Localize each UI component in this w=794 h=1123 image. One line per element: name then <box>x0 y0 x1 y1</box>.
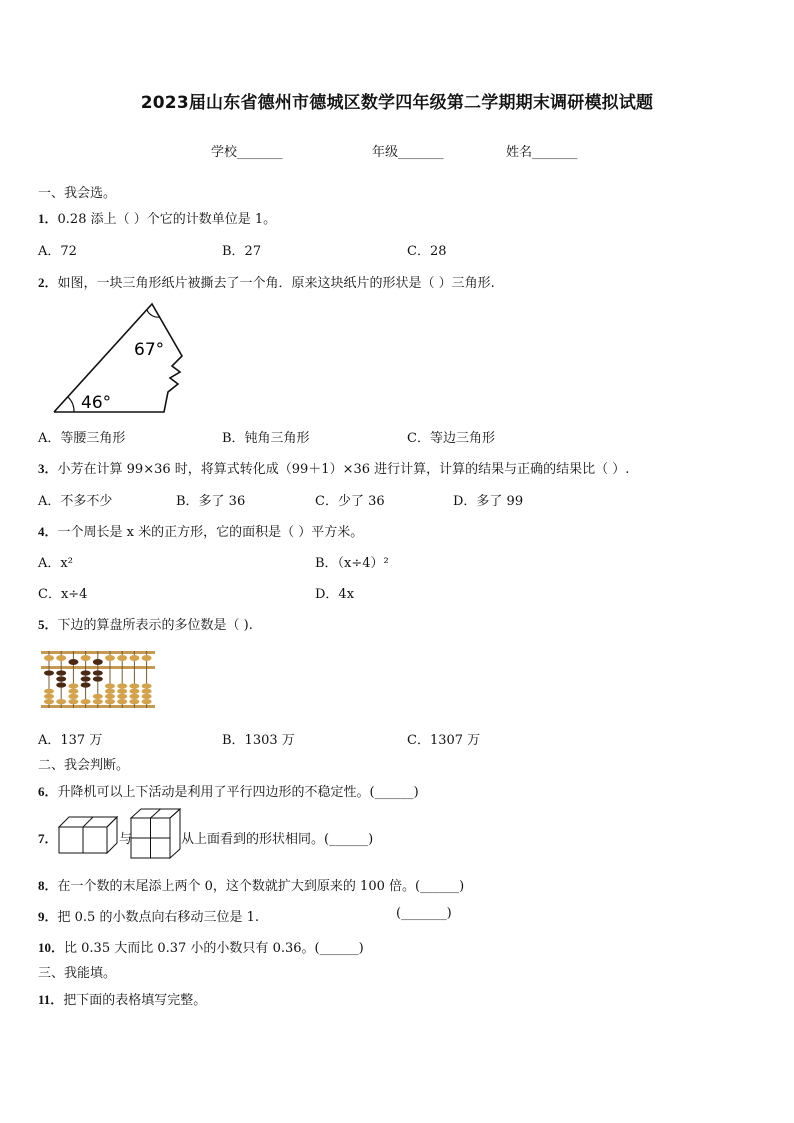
q3-option-c: C．少了 36 <box>315 494 385 509</box>
q3-option-a: A．不多不少 <box>38 494 113 509</box>
question-number: 4． <box>38 524 58 539</box>
abacus-bead <box>129 689 139 694</box>
q5-option-b: B．1303 万 <box>222 733 295 748</box>
abacus-bead <box>129 694 139 699</box>
question-number: 9． <box>38 909 58 924</box>
question-text: 一个周长是 x 米的正方形，它的面积是（ ）平方米。 <box>57 525 364 540</box>
q4-option-b: B．（x÷4）² <box>315 556 389 571</box>
question-5 <box>38 614 253 633</box>
question-7-number: 7． <box>38 831 58 846</box>
q3-option-b: B．多了 36 <box>176 494 246 509</box>
abacus-bead <box>142 655 152 661</box>
angle-label-bottom: 46° <box>81 393 112 413</box>
abacus-bead <box>44 689 54 694</box>
torn-triangle-figure <box>48 300 188 416</box>
abacus-bead <box>56 699 66 704</box>
question-11 <box>38 989 206 1008</box>
abacus-figure <box>40 646 156 712</box>
cube-figure-1 <box>58 815 120 855</box>
abacus-bead <box>105 655 115 661</box>
abacus-bead <box>105 699 115 704</box>
question-3 <box>38 458 629 477</box>
cube-figure-2 <box>130 808 182 860</box>
q4-option-c: C．x÷4 <box>38 587 88 602</box>
q1-option-c: C．28 <box>407 244 447 259</box>
abacus-bead <box>117 694 127 699</box>
page-title: 2023届山东省德州市德城区数学四年级第二学期期末调研模拟试题 <box>140 93 654 113</box>
abacus-bead <box>68 683 78 688</box>
question-number: 10． <box>38 940 65 955</box>
q5-option-c: C．1307 万 <box>407 733 481 748</box>
q4-option-a: A．x² <box>38 556 73 571</box>
abacus-bead <box>81 655 91 661</box>
abacus-bead <box>81 699 91 704</box>
abacus-bead <box>68 694 78 699</box>
abacus-bead <box>93 659 103 665</box>
abacus-bead <box>105 689 115 694</box>
abacus-bead <box>44 699 54 704</box>
abacus-bead <box>142 699 152 704</box>
abacus-bead <box>68 699 78 704</box>
question-6 <box>38 781 419 800</box>
section-heading-3: 三、我能填。 <box>38 966 117 981</box>
abacus-bead <box>105 683 115 688</box>
abacus-bead <box>93 670 103 675</box>
question-number: 8． <box>38 878 58 893</box>
question-text: 0.28 添上（ ）个它的计数单位是 1。 <box>57 212 277 227</box>
question-number: 11． <box>38 992 64 1007</box>
q4-option-d: D．4x <box>315 587 355 602</box>
abacus-bead <box>93 676 103 681</box>
abacus-bead <box>93 699 103 704</box>
name-field: 姓名_______ <box>506 145 578 160</box>
question-text: 下边的算盘所表示的多位数是（ ). <box>57 618 253 633</box>
school-field: 学校_______ <box>211 145 283 160</box>
section-heading-2: 二、我会判断。 <box>38 758 130 773</box>
question-10 <box>38 937 364 956</box>
question-8 <box>38 875 464 894</box>
q1-option-a: A．72 <box>38 244 77 259</box>
abacus-bead <box>44 670 54 675</box>
question-2 <box>38 272 495 291</box>
abacus-bead <box>81 682 91 687</box>
question-number: 1． <box>38 211 58 226</box>
abacus-bead <box>44 694 54 699</box>
angle-label-top: 67° <box>134 340 165 360</box>
q1-option-b: B．27 <box>222 244 262 259</box>
abacus-bead <box>56 655 66 661</box>
question-1 <box>38 208 276 227</box>
abacus-bead <box>81 676 91 681</box>
question-number: 5． <box>38 617 58 632</box>
abacus-bead <box>56 682 66 687</box>
question-9-blank: (_______) <box>396 906 452 921</box>
q2-option-c: C．等边三角形 <box>407 431 495 446</box>
grade-field: 年级_______ <box>372 145 444 160</box>
question-7-text: 从上面看到的形状相同。(______) <box>181 832 374 847</box>
abacus-bead <box>117 683 127 688</box>
question-7-connector: 与 <box>119 832 133 847</box>
abacus-bead <box>56 676 66 681</box>
question-number: 3． <box>38 461 58 476</box>
abacus-bead <box>117 655 127 661</box>
question-text: 小芳在计算 99×36 时，将算式转化成（99＋1）×36 进行计算，计算的结果与正确的结果比（ ）. <box>57 462 630 477</box>
question-9 <box>38 906 259 925</box>
abacus-bead <box>117 699 127 704</box>
bottom-angle-arc <box>68 397 74 412</box>
abacus-bead <box>129 683 139 688</box>
q2-option-b: B．钝角三角形 <box>222 431 310 446</box>
q3-option-d: D．多了 99 <box>453 494 524 509</box>
abacus-bead <box>81 670 91 675</box>
question-text: 把下面的表格填写完整。 <box>63 993 207 1008</box>
q5-option-a: A．137 万 <box>38 733 103 748</box>
abacus-bead <box>93 694 103 699</box>
abacus-bead <box>68 659 78 665</box>
abacus-bead <box>56 670 66 675</box>
abacus-bead <box>142 683 152 688</box>
abacus-bead <box>68 689 78 694</box>
abacus-bead <box>142 689 152 694</box>
question-text: 比 0.35 大而比 0.37 小的小数只有 0.36。(______) <box>64 941 364 956</box>
abacus-bead <box>129 699 139 704</box>
abacus-bead <box>142 694 152 699</box>
question-text: 如图，一块三角形纸片被撕去了一个角．原来这块纸片的形状是（ ）三角形. <box>57 276 495 291</box>
q2-option-a: A．等腰三角形 <box>38 431 126 446</box>
abacus-bead <box>44 655 54 661</box>
question-number: 2． <box>38 275 58 290</box>
abacus-bead <box>129 655 139 661</box>
question-text: 升降机可以上下活动是利用了平行四边形的不稳定性。(______) <box>57 785 419 800</box>
abacus-bead <box>105 694 115 699</box>
abacus-bead <box>117 689 127 694</box>
question-4 <box>38 521 363 540</box>
section-heading-1: 一、我会选。 <box>38 186 117 201</box>
question-number: 6． <box>38 784 58 799</box>
question-text: 在一个数的末尾添上两个 0，这个数就扩大到原来的 100 倍。(______) <box>57 879 465 894</box>
question-text: 把 0.5 的小数点向右移动三位是 1. <box>57 910 259 925</box>
